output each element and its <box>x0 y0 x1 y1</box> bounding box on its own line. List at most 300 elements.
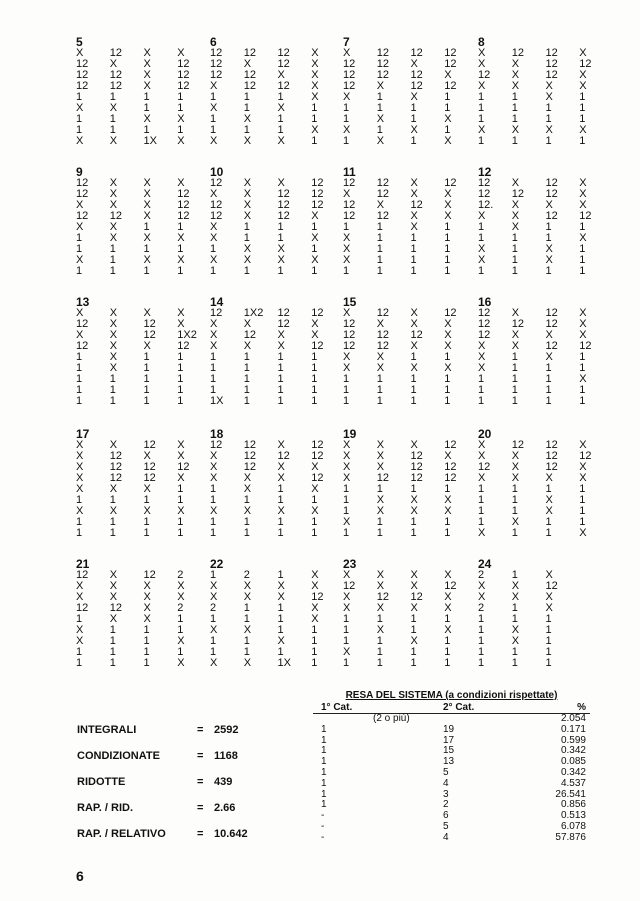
column-grid <box>343 570 478 669</box>
prediction-cell: 12 <box>444 307 457 319</box>
prediction-cell: 1 <box>177 624 184 636</box>
prediction-cell: 12 <box>444 461 457 473</box>
prediction-cell: 1 <box>177 494 184 506</box>
prediction-cell: 2 <box>478 569 485 581</box>
prediction-cell: 1 <box>478 265 485 277</box>
column-block <box>478 296 613 407</box>
header-percent: % <box>577 702 586 713</box>
prediction-cell: 1 <box>277 527 284 539</box>
prediction-cell: 12 <box>579 340 592 352</box>
resa-first-cat: 1 <box>321 777 327 789</box>
prediction-cell: X <box>109 58 118 70</box>
prediction-cell: X <box>311 613 319 625</box>
prediction-cell: 1 <box>210 384 217 396</box>
prediction-cell: 1 <box>511 483 518 495</box>
prediction-cell: 12 <box>76 58 89 70</box>
prediction-cell: 1 <box>545 624 552 636</box>
prediction-cell: 1 <box>444 527 451 539</box>
prediction-cell: X <box>410 580 418 592</box>
prediction-cell: X <box>343 439 351 451</box>
prediction-cell: 12 <box>410 329 423 341</box>
prediction-cell: 1 <box>343 265 350 277</box>
prediction-cell: X <box>410 569 418 581</box>
prediction-cell: X <box>376 494 385 506</box>
prediction-cell: X <box>410 307 418 319</box>
prediction-cell: 12 <box>376 591 389 603</box>
prediction-cell: 1 <box>579 243 586 255</box>
prediction-cell: X <box>76 580 84 592</box>
prediction-cell: 1X <box>143 135 157 147</box>
prediction-cell: 1 <box>76 362 83 374</box>
prediction-cell: 1 <box>277 516 284 528</box>
prediction-cell: 1 <box>76 113 83 125</box>
prediction-cell: X <box>579 439 587 451</box>
prediction-cell: 1 <box>210 527 217 539</box>
prediction-cell: X <box>243 657 252 669</box>
prediction-cell: X <box>210 624 218 636</box>
prediction-cell: X <box>511 624 520 636</box>
prediction-cell: 12 <box>478 307 491 319</box>
prediction-cell: 1 <box>376 516 383 528</box>
prediction-cell: 12 <box>311 177 324 189</box>
prediction-cell: X <box>277 461 285 473</box>
prediction-cell <box>579 636 613 647</box>
column-block <box>76 166 211 277</box>
prediction-cell: 12 <box>311 199 324 211</box>
prediction-cell: 1 <box>444 351 451 363</box>
prediction-cell: X <box>210 318 218 330</box>
prediction-cell: X <box>376 505 385 517</box>
prediction-cell: X <box>76 254 84 266</box>
prediction-cell: 1 <box>76 384 83 396</box>
column-block <box>76 296 211 407</box>
resa-percent: 0.513 <box>560 810 586 822</box>
prediction-cell: X <box>478 450 486 462</box>
prediction-cell: X <box>311 602 319 614</box>
prediction-cell: 1 <box>109 384 116 396</box>
prediction-cell: X <box>76 47 84 59</box>
prediction-cell: X <box>545 591 553 603</box>
prediction-cell: X <box>177 635 185 647</box>
prediction-cell: X <box>277 135 285 147</box>
prediction-cell: 1 <box>511 102 518 114</box>
resa-first-cat: 1 <box>321 788 327 800</box>
prediction-cell: 1 <box>243 646 250 658</box>
prediction-cell: 12 <box>511 439 524 451</box>
column-grid <box>210 570 345 669</box>
prediction-cell: X <box>376 580 385 592</box>
prediction-cell: 1 <box>143 265 150 277</box>
stat-row <box>77 802 307 828</box>
prediction-cell: 1 <box>410 113 417 125</box>
prediction-cell: X <box>545 351 553 363</box>
prediction-cell: 2 <box>243 569 250 581</box>
prediction-cell: 1 <box>579 351 586 363</box>
prediction-cell: 1 <box>343 395 350 407</box>
prediction-cell: 12 <box>376 58 389 70</box>
prediction-cell: X <box>376 135 385 147</box>
prediction-cell: 12 <box>376 188 389 200</box>
prediction-cell: X <box>143 505 151 517</box>
prediction-cell: 1 <box>545 362 552 374</box>
column-block <box>210 428 345 539</box>
resa-second-cat: 15 <box>443 745 455 757</box>
prediction-cell: 1 <box>143 373 150 385</box>
prediction-cell: 2 <box>210 602 217 614</box>
header-first-cat: 1° Cat. <box>321 702 353 713</box>
prediction-cell: 1 <box>311 624 318 636</box>
prediction-cell: 1 <box>243 373 250 385</box>
prediction-cell: 1 <box>410 243 417 255</box>
prediction-cell: X <box>210 254 218 266</box>
prediction-cell: 1 <box>511 373 518 385</box>
prediction-cell: 1 <box>410 624 417 636</box>
stat-label: RIDOTTE <box>77 776 126 788</box>
prediction-cell: X <box>243 135 252 147</box>
prediction-cell: 12 <box>343 210 356 222</box>
prediction-cell: 12 <box>444 439 457 451</box>
column-grid <box>76 48 211 147</box>
column-block-number: 22 <box>210 557 224 571</box>
prediction-cell: X <box>545 472 553 484</box>
column-grid <box>76 570 211 669</box>
prediction-cell: 1 <box>243 265 250 277</box>
prediction-cell: 12 <box>376 69 389 81</box>
prediction-cell: X <box>243 624 252 636</box>
prediction-cell: 1 <box>478 494 485 506</box>
prediction-cell: X <box>277 177 285 189</box>
prediction-cell: X <box>444 569 452 581</box>
prediction-cell: X <box>210 580 218 592</box>
prediction-cell: 1 <box>277 91 284 103</box>
prediction-cell: X <box>143 210 151 222</box>
prediction-cell: X <box>343 516 351 528</box>
prediction-cell: X <box>210 461 218 473</box>
prediction-cell: 12 <box>311 591 324 603</box>
prediction-cell: X <box>243 210 252 222</box>
prediction-cell: 12 <box>545 177 558 189</box>
prediction-cell: X <box>410 91 418 103</box>
prediction-cell: 1 <box>277 265 284 277</box>
prediction-cell: X <box>143 591 151 603</box>
prediction-cell: 12 <box>545 439 558 451</box>
resa-first-cat: (2 o più) <box>373 713 410 724</box>
prediction-cell: 1 <box>76 232 83 244</box>
prediction-cell: X <box>376 80 385 92</box>
prediction-cell: 1 <box>177 102 184 114</box>
prediction-cell: X <box>243 188 252 200</box>
prediction-cell: X <box>579 188 587 200</box>
prediction-cell: X <box>579 318 587 330</box>
resa-first-cat: - <box>321 810 325 822</box>
prediction-cell: 1 <box>177 221 184 233</box>
prediction-cell: X <box>210 657 218 669</box>
prediction-cell: 1 <box>177 91 184 103</box>
prediction-cell: X <box>177 505 185 517</box>
prediction-cell: X <box>545 505 553 517</box>
prediction-cell: X <box>478 362 486 374</box>
prediction-cell: 1 <box>511 646 518 658</box>
prediction-cell: 1 <box>511 254 518 266</box>
prediction-cell: X <box>444 602 452 614</box>
prediction-cell: X <box>343 91 351 103</box>
prediction-cell: 1 <box>343 373 350 385</box>
prediction-cell: X <box>311 580 319 592</box>
prediction-cell: 2 <box>177 569 184 581</box>
stat-label: INTEGRALI <box>77 724 137 736</box>
prediction-cell: 12 <box>478 188 491 200</box>
prediction-cell: 1 <box>277 351 284 363</box>
prediction-cell: 1 <box>511 384 518 396</box>
prediction-cell: 12 <box>444 58 457 70</box>
column-block-number: 9 <box>76 165 83 179</box>
prediction-cell: 1 <box>210 265 217 277</box>
column-block <box>76 428 211 539</box>
prediction-cell: X <box>109 221 118 233</box>
prediction-cell: 1 <box>76 494 83 506</box>
prediction-cell: X <box>478 254 486 266</box>
prediction-cell: X <box>143 450 151 462</box>
column-grid <box>210 440 345 539</box>
prediction-cell: 1 <box>579 395 586 407</box>
prediction-cell: 12 <box>545 307 558 319</box>
prediction-cell: X <box>444 318 452 330</box>
prediction-cell: 12 <box>343 177 356 189</box>
prediction-cell: 1 <box>545 373 552 385</box>
prediction-cell: 1 <box>579 505 586 517</box>
prediction-cell: 1 <box>478 505 485 517</box>
prediction-cell: 1 <box>143 395 150 407</box>
prediction-cell: X <box>545 243 553 255</box>
prediction-cell: 1 <box>210 124 217 136</box>
resa-row <box>313 757 590 768</box>
prediction-cell <box>579 658 613 669</box>
resa-first-cat: 1 <box>321 745 327 757</box>
prediction-cell: 1 <box>511 657 518 669</box>
prediction-cell: X <box>76 591 84 603</box>
prediction-cell: 1 <box>579 113 586 125</box>
prediction-cell: 1 <box>478 483 485 495</box>
prediction-cell: 1 <box>376 265 383 277</box>
prediction-cell: X <box>511 124 520 136</box>
column-block <box>343 558 478 669</box>
prediction-cell: X <box>579 527 587 539</box>
prediction-cell: 12 <box>210 69 223 81</box>
prediction-cell: X <box>511 307 520 319</box>
prediction-cell: X <box>109 329 118 341</box>
prediction-cell: X <box>143 232 151 244</box>
prediction-cell: X <box>143 47 151 59</box>
column-grid <box>478 48 613 147</box>
prediction-cell: 1 <box>410 373 417 385</box>
prediction-cell: 1 <box>277 569 284 581</box>
prediction-cell: 12 <box>277 80 290 92</box>
prediction-cell: 12 <box>478 177 491 189</box>
prediction-cell: X <box>76 135 84 147</box>
resa-percent: 0.856 <box>560 799 586 811</box>
prediction-cell: X <box>109 591 118 603</box>
prediction-cell <box>579 614 613 625</box>
prediction-cell: X <box>410 340 418 352</box>
prediction-cell: X <box>579 472 587 484</box>
prediction-cell: X <box>177 580 185 592</box>
resa-row <box>313 822 590 833</box>
prediction-cell: 1 <box>444 635 451 647</box>
prediction-cell: 1 <box>311 635 318 647</box>
prediction-cell: X <box>177 439 185 451</box>
prediction-cell: 1 <box>109 527 116 539</box>
resa-first-cat: 1 <box>321 734 327 746</box>
prediction-cell: 1 <box>444 384 451 396</box>
prediction-cell: 1 <box>143 351 150 363</box>
column-block-number: 17 <box>76 427 90 441</box>
prediction-cell: 1 <box>311 657 318 669</box>
prediction-cell: 12 <box>545 188 558 200</box>
resa-first-cat: 1 <box>321 799 327 811</box>
prediction-cell: X <box>76 505 84 517</box>
stat-equals: = <box>197 724 204 736</box>
prediction-cell: 12 <box>210 199 223 211</box>
prediction-cell: 1 <box>109 113 116 125</box>
prediction-cell: 1 <box>376 395 383 407</box>
prediction-cell: 1 <box>143 102 150 114</box>
prediction-cell: X <box>143 177 151 189</box>
prediction-cell: X <box>311 69 319 81</box>
prediction-cell: 12 <box>410 472 423 484</box>
prediction-cell: 1 <box>579 494 586 506</box>
prediction-cell: X <box>109 580 118 592</box>
prediction-cell: 1 <box>511 351 518 363</box>
prediction-cell: 12. <box>478 199 494 211</box>
prediction-cell: 12 <box>343 340 356 352</box>
prediction-cell: 12 <box>277 307 290 319</box>
prediction-cell: X <box>243 505 252 517</box>
prediction-cell: 1 <box>511 232 518 244</box>
prediction-cell: 12 <box>579 210 592 222</box>
prediction-cell: X <box>579 373 587 385</box>
prediction-cell: 1 <box>143 384 150 396</box>
column-grid <box>210 48 345 147</box>
prediction-cell: X <box>444 210 452 222</box>
prediction-cell: X <box>410 177 418 189</box>
prediction-cell: X <box>444 199 452 211</box>
prediction-cell: X <box>410 505 418 517</box>
prediction-cell: 1 <box>444 373 451 385</box>
prediction-cell: 1 <box>210 569 217 581</box>
prediction-cell: X <box>177 232 185 244</box>
resa-first-cat: 1 <box>321 723 327 735</box>
prediction-cell: X <box>277 329 285 341</box>
prediction-cell: 1 <box>478 373 485 385</box>
prediction-cell: X <box>109 569 118 581</box>
prediction-cell: X <box>343 188 351 200</box>
prediction-cell: 1 <box>410 265 417 277</box>
column-grid <box>478 570 613 669</box>
prediction-cell: X <box>511 177 520 189</box>
stat-label: CONDIZIONATE <box>77 750 160 762</box>
prediction-cell: 12 <box>343 580 356 592</box>
prediction-cell: 1 <box>376 384 383 396</box>
column-block-number: 7 <box>343 35 350 49</box>
prediction-cell: 1 <box>277 221 284 233</box>
prediction-cell: X <box>277 254 285 266</box>
prediction-cell: X <box>210 102 218 114</box>
prediction-cell: 12 <box>109 47 122 59</box>
prediction-cell: X <box>511 635 520 647</box>
prediction-cell: 1 <box>177 373 184 385</box>
prediction-cell: 1 <box>343 113 350 125</box>
prediction-cell: X <box>343 569 351 581</box>
prediction-cell: 1 <box>109 254 116 266</box>
prediction-cell: X <box>545 602 553 614</box>
prediction-cell: 1 <box>478 113 485 125</box>
prediction-cell: 12 <box>109 210 122 222</box>
prediction-cell: X <box>143 613 151 625</box>
prediction-cell: 12 <box>210 210 223 222</box>
prediction-cell: X <box>143 580 151 592</box>
prediction-cell: 1 <box>109 124 116 136</box>
prediction-cell: 1 <box>478 657 485 669</box>
prediction-cell: X <box>277 102 285 114</box>
prediction-cell: 1 <box>76 395 83 407</box>
column-block-number: 13 <box>76 295 90 309</box>
resa-first-cat: - <box>321 831 325 843</box>
prediction-cell: 1 <box>545 384 552 396</box>
prediction-cell: 1 <box>177 384 184 396</box>
prediction-cell: X <box>311 329 319 341</box>
prediction-cell: 1 <box>478 221 485 233</box>
prediction-cell: 12 <box>376 210 389 222</box>
prediction-cell: X <box>311 232 319 244</box>
prediction-cell: X <box>478 210 486 222</box>
prediction-cell: X <box>210 591 218 603</box>
prediction-cell: X <box>311 461 319 473</box>
resa-percent: 57.876 <box>555 831 586 843</box>
prediction-cell: 1 <box>243 221 250 233</box>
prediction-cell: X <box>444 340 452 352</box>
prediction-cell: 12 <box>143 461 156 473</box>
prediction-cell: 1 <box>410 613 417 625</box>
prediction-cell <box>579 603 613 614</box>
prediction-cell: 1 <box>545 113 552 125</box>
prediction-cell: 1 <box>143 221 150 233</box>
prediction-cell: 1 <box>444 254 451 266</box>
prediction-cell: 12 <box>545 58 558 70</box>
prediction-cell: X <box>478 243 486 255</box>
prediction-cell: X <box>311 47 319 59</box>
prediction-cell: 12 <box>243 69 256 81</box>
prediction-cell: 1 <box>311 362 318 374</box>
prediction-cell: 12 <box>243 329 256 341</box>
column-block-number: 21 <box>76 557 90 571</box>
prediction-cell: 12 <box>277 318 290 330</box>
prediction-cell: X <box>511 472 520 484</box>
prediction-cell: X <box>579 177 587 189</box>
prediction-cell: 1 <box>177 527 184 539</box>
prediction-cell: 12 <box>343 58 356 70</box>
prediction-cell: X <box>109 351 118 363</box>
prediction-cell: X <box>410 221 418 233</box>
prediction-cell <box>579 647 613 658</box>
prediction-cell: 1 <box>545 483 552 495</box>
prediction-cell: X <box>143 254 151 266</box>
resa-percent: 26.541 <box>555 788 586 800</box>
prediction-cell: 1 <box>579 483 586 495</box>
stat-value: 2592 <box>214 724 239 736</box>
prediction-cell: 12 <box>376 472 389 484</box>
prediction-cell: 12 <box>277 47 290 59</box>
prediction-cell: 1 <box>343 221 350 233</box>
